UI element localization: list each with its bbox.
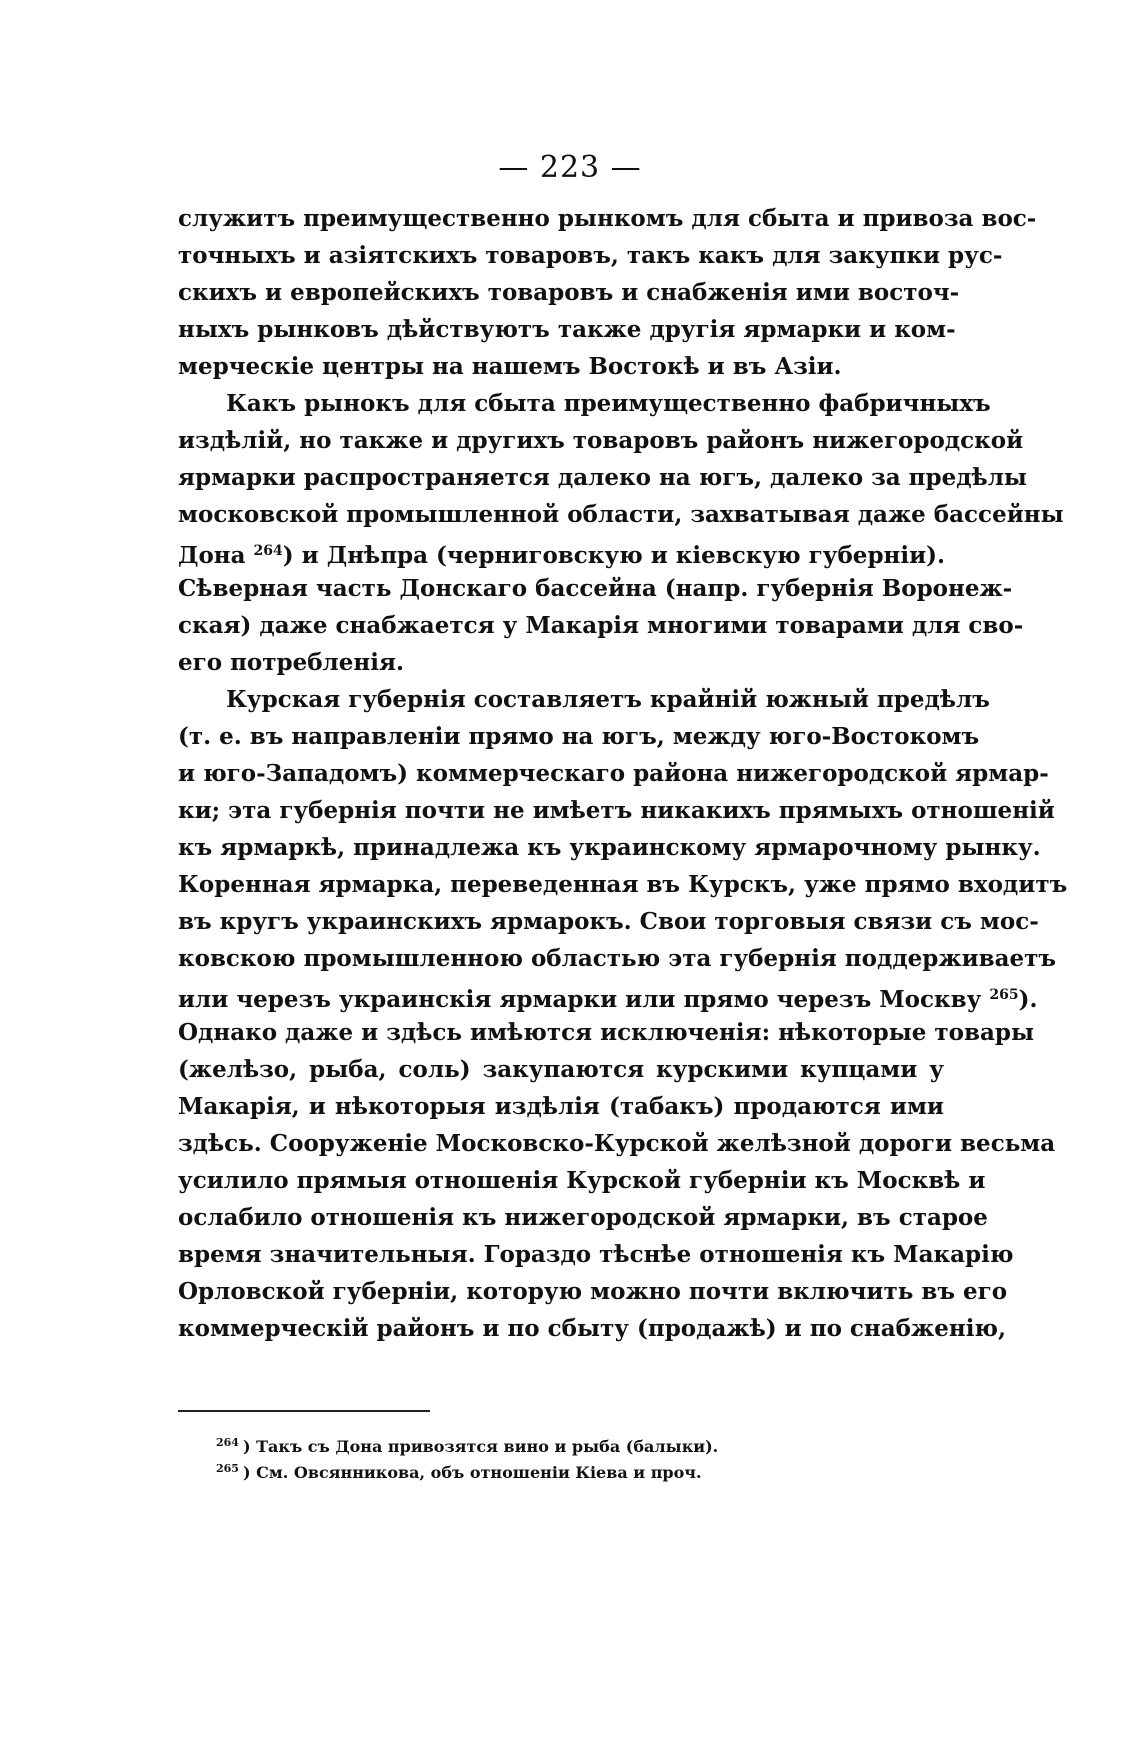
text-line-with-footnote-ref bbox=[178, 533, 944, 570]
footnote-text: ) Такъ съ Дона привозятся вино и рыба (балыки). bbox=[242, 1437, 719, 1456]
paragraph bbox=[178, 200, 1037, 385]
footnotes bbox=[216, 1430, 936, 1482]
text-line: усилило прямыя отношенія Курской губерніи къ Москвѣ и bbox=[178, 1167, 986, 1194]
text-line: ская) даже снабжается у Макарія многими товарами для сво- bbox=[178, 612, 1024, 639]
footnote-number: 264 bbox=[216, 1436, 239, 1449]
body-text bbox=[178, 200, 1068, 1347]
footnote-ref-265: 265 bbox=[989, 987, 1019, 1003]
text-line: Коренная ярмарка, переведенная въ Курскъ, уже прямо входитъ bbox=[178, 871, 1068, 898]
text-line: (желѣзо, рыба, соль) закупаются курскими купцами у bbox=[178, 1056, 944, 1083]
footnote-265 bbox=[216, 1456, 936, 1482]
text-line: (т. е. въ направленіи прямо на югъ, между юго-Востокомъ bbox=[178, 723, 980, 750]
text-line: Однако даже и здѣсь имѣются исключенія: нѣкоторые товары bbox=[178, 1019, 1035, 1046]
text-line: ковскою промышленною областью эта губернія поддерживаетъ bbox=[178, 945, 1057, 972]
page-number: — 223 — bbox=[498, 150, 642, 185]
text-line: коммерческій районъ и по сбыту (продажѣ) и по снабженію, bbox=[178, 1315, 1007, 1342]
text-line: Какъ рынокъ для сбыта преимущественно фабричныхъ bbox=[226, 390, 991, 417]
text-line: здѣсь. Сооруженіе Московско-Курской желѣзной дороги весьма bbox=[178, 1130, 1056, 1157]
footnote-divider bbox=[178, 1410, 430, 1412]
footnote-text: ) См. Овсянникова, объ отношеніи Кіева и проч. bbox=[242, 1463, 702, 1482]
paragraph bbox=[178, 681, 1068, 1347]
text-line-with-footnote-ref bbox=[178, 977, 1038, 1014]
text-line: и юго-Западомъ) коммерческаго района нижегородской ярмар- bbox=[178, 760, 1049, 787]
text-line: время значительныя. Гораздо тѣснѣе отношенія къ Макарію bbox=[178, 1241, 1014, 1268]
line-text: ) и Днѣпра (черниговскую и кіевскую губерніи). bbox=[282, 542, 946, 569]
text-line: служитъ преимущественно рынкомъ для сбыта и привоза вос- bbox=[178, 205, 1037, 232]
line-text: ). bbox=[1018, 986, 1038, 1013]
text-line: московской промышленной области, захватывая даже бассейны bbox=[178, 501, 1064, 528]
line-text: Дона bbox=[178, 542, 254, 569]
paragraph bbox=[178, 385, 1064, 681]
text-line: его потребленія. bbox=[178, 649, 404, 676]
text-line: ки; эта губернія почти не имѣетъ никакихъ прямыхъ отношеній bbox=[178, 797, 1055, 824]
text-line: Сѣверная часть Донскаго бассейна (напр. губернія Воронеж- bbox=[178, 575, 1013, 602]
text-line: точныхъ и азіятскихъ товаровъ, такъ какъ для закупки рус- bbox=[178, 242, 1003, 269]
line-text: или черезъ украинскія ярмарки или прямо черезъ Москву bbox=[178, 986, 990, 1013]
text-line: ослабило отношенія къ нижегородской ярмарки, въ старое bbox=[178, 1204, 988, 1231]
text-line: ярмарки распространяется далеко на югъ, далеко за предѣлы bbox=[178, 464, 1027, 491]
text-line: мерческіе центры на нашемъ Востокѣ и въ Азіи. bbox=[178, 353, 842, 380]
footnote-264 bbox=[216, 1430, 936, 1456]
text-line: Орловской губерніи, которую можно почти включить въ его bbox=[178, 1278, 1008, 1305]
text-line: въ кругъ украинскихъ ярмарокъ. Свои торговыя связи съ мос- bbox=[178, 908, 1039, 935]
text-line: ныхъ рынковъ дѣйствуютъ также другія ярмарки и ком- bbox=[178, 316, 956, 343]
text-line: Макарія, и нѣкоторыя издѣлія (табакъ) продаются ими bbox=[178, 1093, 944, 1120]
footnote-number: 265 bbox=[216, 1462, 239, 1475]
text-line: Курская губернія составляетъ крайній южный предѣлъ bbox=[226, 686, 990, 713]
text-line: скихъ и европейскихъ товаровъ и снабженія ими восточ- bbox=[178, 279, 960, 306]
text-line: къ ярмаркѣ, принадлежа къ украинскому ярмарочному рынку. bbox=[178, 834, 1041, 861]
footnote-ref-264: 264 bbox=[253, 543, 283, 559]
text-line: издѣлій, но также и другихъ товаровъ районъ нижегородской bbox=[178, 427, 1024, 454]
